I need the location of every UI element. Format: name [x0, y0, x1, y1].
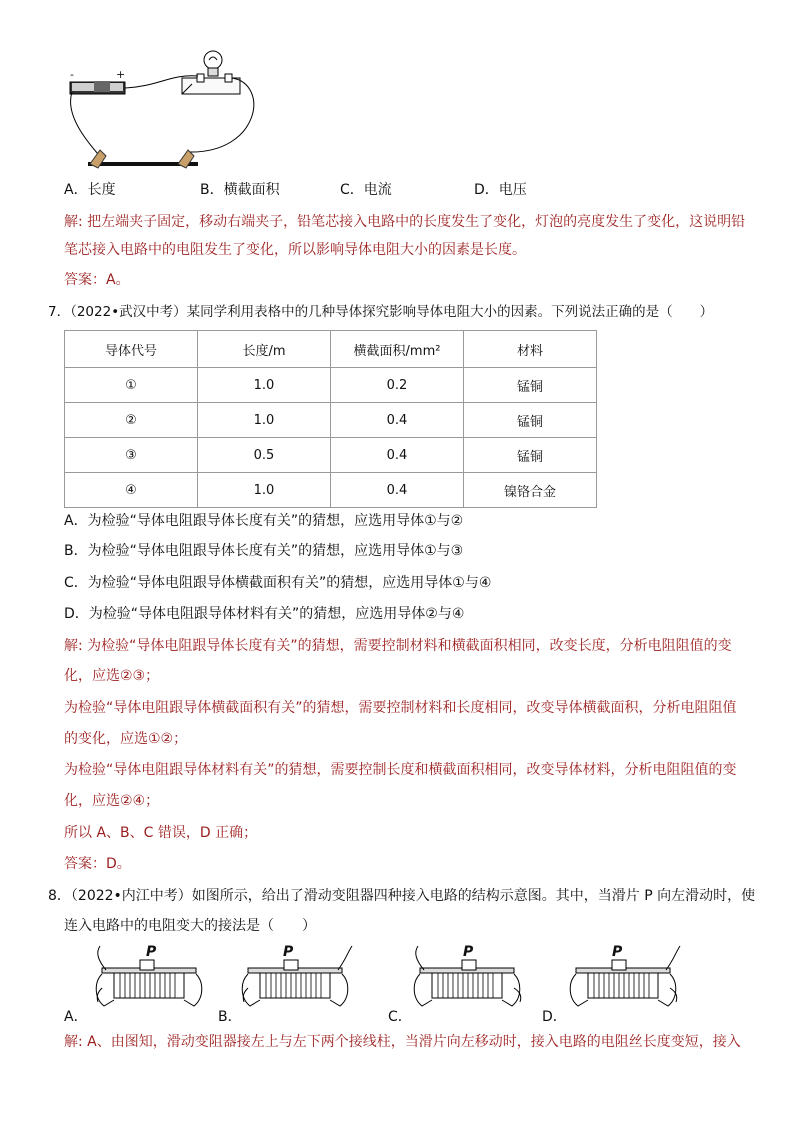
table-header: 横截面积/mm² — [331, 331, 464, 368]
q7-stem: 7．（2022•武汉中考）某同学利用表格中的几种导体探究影响导体电阻大小的因素。下列说法正确的是（ ） — [48, 304, 714, 320]
q7-solution-line: 解: 为检验“导体电阻跟导体长度有关”的猜想，需要控制材料和横截面积相同，改变长度，分析电阻阻值的变 — [64, 638, 732, 654]
slider-label-b: P — [283, 944, 294, 960]
table-header: 长度/m — [198, 331, 331, 368]
rheostat-figure-d — [566, 944, 691, 1014]
table-cell: 0.4 — [331, 473, 464, 508]
q8-stem-line2: 连入电路中的电阻变大的接法是（ ） — [64, 918, 316, 934]
figure-label-a: A． — [64, 1009, 88, 1025]
q6-solution-line2: 笔芯接入电路中的电阻发生了变化，所以影响导体电阻大小的因素是长度。 — [64, 242, 526, 258]
q6-option-a: A．长度 — [64, 182, 116, 198]
table-cell: 锰铜 — [464, 368, 597, 403]
q6-solution-line1: 解: 把左端夹子固定，移动右端夹子，铅笔芯接入电路中的长度发生了变化，灯泡的亮度发生了变化，这说明铅 — [64, 214, 746, 230]
battery-minus-label: - — [70, 68, 74, 81]
table-header: 导体代号 — [65, 331, 198, 368]
table-cell: 0.5 — [198, 438, 331, 473]
table-cell: ④ — [65, 473, 198, 508]
q7-option-c: C．为检验“导体电阻跟导体横截面积有关”的猜想，应选用导体①与④ — [64, 575, 492, 591]
q6-option-c: C．电流 — [340, 182, 392, 198]
q8-stem-line1: 8．（2022•内江中考）如图所示，给出了滑动变阻器四种接入电路的结构示意图。其中，当滑片 P 向左滑动时，使 — [48, 888, 756, 904]
q7-option-a: A．为检验“导体电阻跟导体长度有关”的猜想，应选用导体①与② — [64, 513, 464, 529]
table-row — [65, 368, 597, 403]
rheostat-figure-b — [238, 944, 363, 1014]
figure-label-b: B． — [218, 1009, 242, 1025]
table-cell: 1.0 — [198, 403, 331, 438]
q7-conductor-table — [64, 330, 597, 508]
figure-label-c: C． — [388, 1009, 412, 1025]
table-header: 材料 — [464, 331, 597, 368]
table-cell: 0.4 — [331, 403, 464, 438]
table-cell: ① — [65, 368, 198, 403]
q7-solution-line: 的变化，应选①②； — [64, 731, 188, 747]
q7-option-b: B．为检验“导体电阻跟导体长度有关”的猜想，应选用导体①与③ — [64, 543, 464, 559]
table-cell: 1.0 — [198, 473, 331, 508]
table-row — [65, 403, 597, 438]
q7-solution-line: 为检验“导体电阻跟导体材料有关”的猜想，需要控制长度和横截面积相同，改变导体材料，分析电阻阻值的变 — [64, 762, 737, 778]
q6-answer: 答案：A。 — [64, 272, 130, 288]
slider-label-d: P — [612, 944, 623, 960]
q8-solution-line1: 解: A、由图知，滑动变阻器接左上与左下两个接线柱，当滑片向左移动时，接入电路的电阻丝长度变短，接入 — [64, 1034, 741, 1050]
battery-plus-label: + — [116, 68, 126, 81]
table-row — [65, 438, 597, 473]
q7-solution-line: 所以 A、B、C 错误，D 正确； — [64, 825, 258, 841]
q7-solution-line: 化，应选②④； — [64, 793, 160, 809]
slider-label-c: P — [463, 944, 474, 960]
table-header-row — [65, 331, 597, 368]
table-cell: 锰铜 — [464, 403, 597, 438]
q6-option-d: D．电压 — [474, 182, 527, 198]
circuit-figure — [60, 44, 310, 174]
slider-label-a: P — [146, 944, 157, 960]
bulb-icon — [204, 51, 222, 76]
q7-answer: 答案：D。 — [64, 856, 131, 872]
table-row — [65, 473, 597, 508]
table-cell: ③ — [65, 438, 198, 473]
q7-option-d: D．为检验“导体电阻跟导体材料有关”的猜想，应选用导体②与④ — [64, 606, 465, 622]
table-cell: 0.4 — [331, 438, 464, 473]
table-cell: 1.0 — [198, 368, 331, 403]
q6-option-b: B．横截面积 — [200, 182, 280, 198]
table-cell: 镍铬合金 — [464, 473, 597, 508]
figure-label-d: D． — [542, 1009, 567, 1025]
q7-solution-line: 化，应选②③； — [64, 668, 160, 684]
table-cell: 锰铜 — [464, 438, 597, 473]
q7-solution-line: 为检验“导体电阻跟导体横截面积有关”的猜想，需要控制材料和长度相同，改变导体横截面积，分析电阻阻值 — [64, 700, 737, 716]
table-cell: 0.2 — [331, 368, 464, 403]
table-cell: ② — [65, 403, 198, 438]
